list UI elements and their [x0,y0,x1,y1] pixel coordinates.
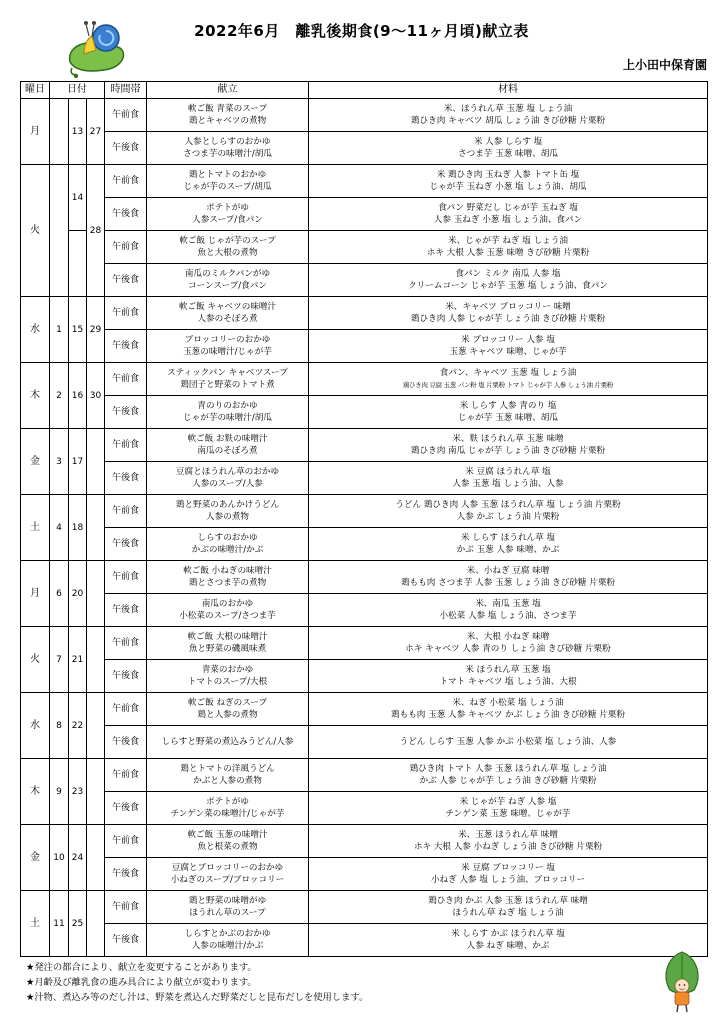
date-cell: 3 [50,429,69,495]
time-slot: 午前食 [105,297,147,330]
ingredients-cell [309,693,708,726]
ingredients-cell [309,429,708,462]
ingredient-line: 米 しらす かぶ ほうれん草 塩 [450,929,566,939]
date-cell [87,561,105,627]
ingredients-cell [309,792,708,825]
menu-line: 軟ご飯 お麩の味噌汁 [187,434,268,444]
time-slot: 午前食 [105,363,147,396]
menu-cell [147,198,309,231]
date-cell [87,429,105,495]
menu-line: 鶏団子と野菜のトマト煮 [180,380,275,390]
menu-line: 軟ご飯 小ねぎの味噌汁 [183,566,272,576]
menu-cell [147,627,309,660]
header-dow: 曜日 [21,82,50,99]
time-slot: 午前食 [105,561,147,594]
date-cell [50,165,69,297]
date-cell: 7 [50,627,69,693]
ingredient-line: 米 しらす ほうれん草 塩 [460,533,556,543]
date-cell: 17 [69,429,87,495]
time-slot: 午後食 [105,132,147,165]
time-slot: 午後食 [105,792,147,825]
ingredient-line: チンゲン菜 玉葱 味噌、じゃが芋 [445,809,571,819]
ingredients-cell [309,528,708,561]
day-of-week: 金 [21,429,50,495]
date-cell [87,627,105,693]
menu-line: 軟ご飯 ねぎのスープ [187,698,268,708]
ingredients-cell [309,363,708,396]
date-cell [50,99,69,165]
ingredients-cell [309,330,708,363]
menu-line: 人参としらすのおかゆ [184,137,271,147]
ingredients-cell [309,165,708,198]
menu-line: ブロッコリーのおかゆ [184,335,271,345]
ingredient-line: 鶏もも肉 さつま芋 人参 玉葱 しょう油 きび砂糖 片栗粉 [400,578,616,588]
table-row [21,297,708,330]
ingredients-cell [309,198,708,231]
menu-line: 南瓜のそぼろ煮 [197,446,258,456]
note-line: ★汁物、煮込み等のだし汁は、野菜を煮込んだ野菜だしと昆布だしを使用します。 [26,992,369,1003]
header-date: 日付 [50,82,105,99]
time-slot: 午後食 [105,528,147,561]
date-cell: 11 [50,891,69,957]
menu-line: 魚と野菜の磯風味煮 [188,644,267,654]
menu-line: コーンスープ/食パン [188,281,267,291]
day-of-week: 火 [21,627,50,693]
menu-line: 軟ご飯 青菜のスープ [187,104,268,114]
ingredients-cell [309,495,708,528]
menu-line: チンゲン菜の味噌汁/じゃが芋 [170,809,285,819]
ingredients-cell [309,660,708,693]
menu-line: かぶの味噌汁/かぶ [191,545,264,555]
table-row [21,825,708,858]
date-cell: 8 [50,693,69,759]
menu-line: 人参のそぼろ煮 [197,314,258,324]
menu-line: 軟ご飯 キャベツの味噌汁 [178,302,277,312]
menu-line: さつま芋の味噌汁/胡瓜 [183,149,272,159]
menu-cell [147,330,309,363]
menu-cell [147,231,309,264]
leaf-character-icon [660,950,704,1014]
table-row [21,165,708,198]
table-row [21,462,708,495]
menu-line: 南瓜のミルクパンがゆ [184,269,271,279]
ingredient-line: 食パン ミルク 南瓜 人参 塩 [455,269,561,279]
date-cell: 21 [69,627,87,693]
time-slot: 午後食 [105,924,147,957]
ingredient-line: ほうれん草 ねぎ 塩 しょう油 [452,908,564,918]
ingredients-cell [309,297,708,330]
ingredients-cell [309,858,708,891]
menu-cell [147,825,309,858]
date-cell [87,495,105,561]
ingredient-line: 人参 ねぎ 味噌、かぶ [466,941,550,951]
day-of-week: 金 [21,825,50,891]
ingredient-line: 人参 かぶ しょう油 片栗粉 [456,512,560,522]
menu-line: スティックパン キャベツスープ [167,368,288,378]
date-cell: 1 [50,297,69,363]
menu-cell [147,561,309,594]
date-cell: 28 [87,165,105,297]
menu-cell [147,792,309,825]
date-cell: 18 [69,495,87,561]
school-name: 上小田中保育園 [622,58,707,72]
time-slot: 午後食 [105,660,147,693]
date-cell: 16 [69,363,87,429]
table-row [21,792,708,825]
menu-line: トマトのスープ/大根 [187,677,268,687]
ingredient-line: ホキ 大根 人参 玉葱 味噌 きび砂糖 片栗粉 [426,248,590,258]
ingredient-line: 米 ブロッコリー 人参 塩 [461,335,555,345]
menu-cell [147,132,309,165]
time-slot: 午後食 [105,462,147,495]
ingredients-cell [309,231,708,264]
day-of-week: 木 [21,363,50,429]
date-cell: 6 [50,561,69,627]
ingredient-line: 鶏ひき肉 南瓜 じゃが芋 しょう油 きび砂糖 片栗粉 [410,446,606,456]
menu-line: 南瓜のおかゆ [201,599,254,609]
date-cell: 22 [69,693,87,759]
date-cell: 4 [50,495,69,561]
menu-line: 鶏とさつま芋の煮物 [188,578,267,588]
date-cell: 29 [87,297,105,363]
menu-cell [147,165,309,198]
menu-cell [147,858,309,891]
ingredient-line: 米、ほうれん草 玉葱 塩 しょう油 [443,104,573,114]
ingredient-line: 米、南瓜 玉葱 塩 [475,599,541,609]
date-cell: 15 [69,297,87,363]
time-slot: 午前食 [105,825,147,858]
time-slot: 午前食 [105,495,147,528]
time-slot: 午後食 [105,264,147,297]
ingredient-line: 鶏ひき肉 人参 じゃが芋 しょう油 きび砂糖 片栗粉 [410,314,606,324]
menu-line: じゃが芋のスープ/胡瓜 [183,182,272,192]
time-slot: 午後食 [105,330,147,363]
header-menu: 献立 [147,82,309,99]
time-slot: 午後食 [105,198,147,231]
page-title: 2022年6月 離乳後期食(9～11ヶ月頃)献立表 [194,22,529,40]
ingredient-line: クリームコーン じゃが芋 玉葱 塩 しょう油、食パン [408,281,608,291]
menu-cell [147,924,309,957]
ingredient-line: 鶏ひき肉 かぶ 人参 玉葱 ほうれん草 味噌 [428,896,588,906]
time-slot: 午前食 [105,231,147,264]
date-cell: 27 [87,99,105,165]
menu-line: 鶏と人参の煮物 [197,710,258,720]
ingredient-line: 鶏ひき肉 トマト 人参 玉葱 ほうれん草 塩 しょう油 [409,764,607,774]
ingredient-line: うどん しらす 玉葱 人参 かぶ 小松菜 塩 しょう油、人参 [399,737,617,747]
ingredient-line: かぶ 人参 じゃが芋 しょう油 きび砂糖 片栗粉 [419,776,597,786]
ingredient-line: 米 鶏ひき肉 玉ねぎ 人参 トマト缶 塩 [436,170,580,180]
ingredients-cell [309,627,708,660]
menu-cell [147,693,309,726]
menu-line: 小松菜のスープ/さつま芋 [179,611,276,621]
ingredient-line: 鶏もも肉 玉葱 人参 キャベツ かぶ しょう油 きび砂糖 片栗粉 [391,710,625,720]
day-of-week: 月 [21,99,50,165]
table-row [21,99,708,132]
table-row [21,495,708,528]
ingredients-cell [309,462,708,495]
day-of-week: 木 [21,759,50,825]
ingredients-cell [309,726,708,759]
menu-line: 人参の味噌汁/かぶ [191,941,264,951]
table-row [21,594,708,627]
ingredient-line: 玉葱 キャベツ 味噌、じゃが芋 [449,347,567,357]
ingredient-line: さつま芋 玉葱 味噌、胡瓜 [458,149,558,159]
ingredient-line: トマト キャベツ 塩 しょう油、大根 [439,677,577,687]
date-cell: 10 [50,825,69,891]
ingredient-line: 米 人参 しらす 塩 [473,137,543,147]
ingredient-line: 米、じゃが芋 ねぎ 塩 しょう油 [448,236,568,246]
ingredient-line: 食パン、キャベツ 玉葱 塩 しょう油 [439,368,577,378]
date-cell: 20 [69,561,87,627]
table-row [21,528,708,561]
header-row [21,82,708,99]
time-slot: 午前食 [105,627,147,660]
date-cell: 25 [69,891,87,957]
table-row [21,396,708,429]
menu-table [20,81,708,957]
menu-line: 軟ご飯 じゃが芋のスープ [179,236,276,246]
menu-line: ポテトがゆ [206,203,249,213]
ingredient-line: 鶏ひき肉 キャベツ 胡瓜 しょう油 きび砂糖 片栗粉 [410,116,606,126]
ingredient-line: 小ねぎ 人参 塩 しょう油、ブロッコリー [430,875,586,885]
ingredient-line: 米、小ねぎ 豆腐 味噌 [466,566,550,576]
table-row [21,231,708,264]
notes [26,960,368,1005]
menu-line: 軟ご飯 玉葱の味噌汁 [187,830,268,840]
menu-cell [147,495,309,528]
menu-cell [147,363,309,396]
ingredient-line: かぶ 玉葱 人参 味噌、かぶ [456,545,560,555]
ingredient-line: 米 豆腐 ブロッコリー 塩 [461,863,555,873]
ingredients-cell [309,891,708,924]
menu-line: 人参スープ/食パン [192,215,263,225]
table-row [21,363,708,396]
day-of-week: 火 [21,165,50,297]
menu-line: 魚と根菜の煮物 [197,842,258,852]
ingredients-cell [309,924,708,957]
menu-cell [147,759,309,792]
time-slot: 午前食 [105,429,147,462]
ingredients-cell [309,594,708,627]
ingredient-line: 米、ねぎ 小松菜 塩 しょう油 [452,698,564,708]
table-row [21,429,708,462]
note-line: ★月齢及び離乳食の進み具合により献立が変わります。 [26,977,257,988]
ingredients-cell [309,99,708,132]
menu-line: かぶと人参の煮物 [193,776,262,786]
ingredients-cell [309,264,708,297]
time-slot: 午後食 [105,396,147,429]
header-ingredients: 材料 [309,82,708,99]
menu-cell [147,429,309,462]
menu-line: 人参の煮物 [206,512,249,522]
date-cell [87,693,105,759]
ingredient-line: じゃが芋 玉ねぎ 小葱 塩 しょう油、胡瓜 [429,182,587,192]
menu-line: 軟ご飯 大根の味噌汁 [187,632,268,642]
time-slot: 午前食 [105,165,147,198]
date-cell [87,825,105,891]
table-row [21,627,708,660]
table-row [21,330,708,363]
ingredient-line: 米、キャベツ ブロッコリー 味噌 [445,302,571,312]
table-row [21,660,708,693]
menu-line: ポテトがゆ [206,797,249,807]
date-cell [87,891,105,957]
day-of-week: 土 [21,891,50,957]
table-row [21,726,708,759]
menu-cell [147,726,309,759]
ingredient-line: 人参 玉ねぎ 小葱 塩 しょう油、食パン [433,215,583,225]
time-slot: 午後食 [105,726,147,759]
menu-line: 小ねぎのスープ/ブロッコリー [170,875,285,885]
ingredients-cell [309,561,708,594]
time-slot: 午後食 [105,858,147,891]
menu-line: 青菜のおかゆ [201,665,254,675]
ingredient-line: 米 豆腐 ほうれん草 塩 [465,467,551,477]
menu-line: 鶏とキャベツの煮物 [188,116,267,126]
ingredient-line: 米 じゃが芋 ねぎ 人参 塩 [459,797,557,807]
menu-cell [147,396,309,429]
table-row [21,561,708,594]
date-cell: 23 [69,759,87,825]
menu-cell [147,99,309,132]
date-cell: 2 [50,363,69,429]
menu-line: しらすと野菜の煮込みうどん/人参 [161,737,294,747]
date-cell: 24 [69,825,87,891]
menu-line: 豆腐とほうれん草のおかゆ [175,467,280,477]
menu-cell [147,660,309,693]
day-of-week: 月 [21,561,50,627]
menu-line: 青のりのおかゆ [197,401,258,411]
menu-line: 鶏とトマトのおかゆ [188,170,267,180]
ingredient-line: ホキ キャベツ 人参 青のり しょう油 きび砂糖 片栗粉 [405,644,611,654]
menu-line: ほうれん草のスープ [189,908,266,918]
ingredients-cell [309,759,708,792]
time-slot: 午後食 [105,594,147,627]
table-row [21,858,708,891]
time-slot: 午前食 [105,693,147,726]
time-slot: 午前食 [105,99,147,132]
date-cell: 30 [87,363,105,429]
ingredient-line: 米、麩 ほうれん草 玉葱 味噌 [452,434,564,444]
header-time: 時間帯 [105,82,147,99]
ingredient-line: 人参 玉葱 塩 しょう油、人参 [452,479,564,489]
menu-cell [147,264,309,297]
menu-line: じゃが芋の味噌汁/胡瓜 [183,413,272,423]
date-cell: 14 [69,165,87,231]
ingredient-line: じゃが芋 玉葱 味噌、胡瓜 [458,413,558,423]
ingredient-line: うどん 鶏ひき肉 人参 玉葱 ほうれん草 塩 しょう油 片栗粉 [395,500,621,510]
day-of-week: 水 [21,297,50,363]
ingredient-line: ホキ 大根 人参 小ねぎ しょう油 きび砂糖 片栗粉 [413,842,603,852]
menu-line: 玉葱の味噌汁/じゃが芋 [183,347,272,357]
menu-line: 鶏とトマトの洋風うどん [180,764,275,774]
ingredient-line: 米、大根 小ねぎ 味噌 [466,632,550,642]
table-row [21,891,708,924]
menu-line: しらすとかぶのおかゆ [184,929,271,939]
menu-cell [147,891,309,924]
ingredient-line: 米 ほうれん草 玉葱 塩 [465,665,551,675]
table-row [21,132,708,165]
date-cell [69,231,87,297]
table-row [21,759,708,792]
time-slot: 午前食 [105,891,147,924]
ingredients-cell [309,396,708,429]
ingredient-line: 鶏ひき肉 豆腐 玉葱 パン粉 塩 片栗粉 トマト じゃが芋 人参 しょう油 片栗粉 [402,381,614,389]
ingredients-cell [309,825,708,858]
table-row [21,264,708,297]
menu-line: しらすのおかゆ [197,533,258,543]
ingredients-cell [309,132,708,165]
table-row [21,924,708,957]
day-of-week: 水 [21,693,50,759]
ingredient-line: 米 しらす 人参 青のり 塩 [459,401,557,411]
date-cell [87,759,105,825]
day-of-week: 土 [21,495,50,561]
menu-cell [147,528,309,561]
table-row [21,693,708,726]
menu-line: 豆腐とブロッコリーのおかゆ [171,863,284,873]
date-cell: 9 [50,759,69,825]
time-slot: 午前食 [105,759,147,792]
note-line: ★発注の都合により、献立を変更することがあります。 [26,962,257,973]
menu-cell [147,594,309,627]
menu-line: 鶏と野菜の味噌がゆ [188,896,267,906]
ingredient-line: 米、玉葱 ほうれん草 味噌 [458,830,558,840]
menu-line: 人参のスープ/人参 [192,479,263,489]
ingredient-line: 小松菜 人参 塩 しょう油、さつま芋 [439,611,577,621]
menu-cell [147,297,309,330]
ingredient-line: 食パン 野菜だし じゃが芋 玉ねぎ 塩 [438,203,578,213]
menu-cell [147,462,309,495]
date-cell: 13 [69,99,87,165]
menu-line: 魚と大根の煮物 [197,248,258,258]
table-row [21,198,708,231]
menu-line: 鶏と野菜のあんかけうどん [175,500,280,510]
